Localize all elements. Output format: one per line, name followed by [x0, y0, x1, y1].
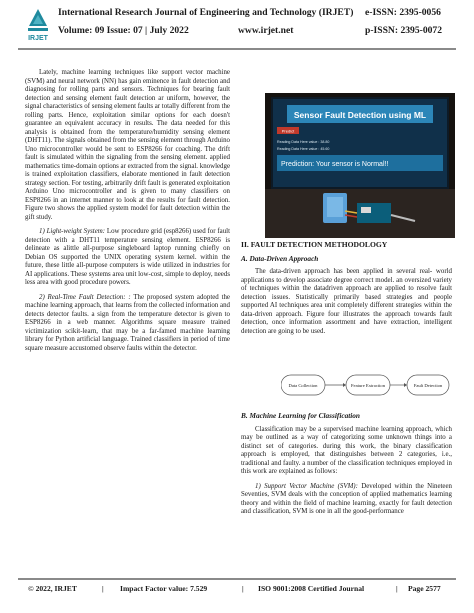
reading-2: Reading Data Here value : 45.60: [277, 147, 330, 151]
lightweight-paragraph: [25, 228, 230, 288]
page-header: [0, 0, 474, 52]
irjet-logo-icon: [25, 6, 51, 44]
svm-text: Developed within the Nineteen Seventies, SVM deals with the conception of applied mathematics learning theory and within the field of machine learning, exactly for fault detection and classification, SVM is one in all the good-performance: [241, 482, 452, 515]
right-column-top: [241, 241, 452, 342]
pissn: p-ISSN: 2395-0072: [365, 25, 443, 36]
realtime-text: The proposed system adopted the machine learning approach, that learns from the collected information and detects detector faults. a sign from the temperature detector is given to ESP8266 in a web manner. Algorithms square measure trained victimization scikit-learn, that may be a far-famed machine learning library for Python artificial language. Trained classifiers in period of time square measure accustomed observe faults within the detector.: [25, 293, 230, 352]
fault-detection-flow-diagram: [281, 367, 451, 403]
realtime-label: 2) Real-Time Fault Detection: :: [39, 293, 131, 301]
eissn: e-ISSN: 2395-0056: [365, 7, 441, 18]
volume-issue: Volume: 09 Issue: 07 | July 2022: [58, 25, 189, 36]
footer-sep-3: |: [396, 584, 398, 593]
reading-1: Reading Data Here value : 38.80: [277, 140, 330, 144]
footer-sep-2: |: [242, 584, 244, 593]
feature-extraction-label: Feature Extraction: [350, 383, 386, 388]
lightweight-text: Low procedure grid (esp8266) used for fault detection with a DHT11 temperature sensing element. ESP8266 is delineate as alittle all-purpose singleboard laptop running chiefly on Debian OS supported the UNIX operating system kernel. within the future, these little all-purpose computers is wide utilized in industries for AI applications. These systems area unit low-cost, simple to deploy, needs less area with good procedure powers.: [25, 228, 230, 286]
impact-factor: Impact Factor value: 7.529: [120, 584, 208, 593]
right-column-bottom: [241, 412, 452, 523]
header-divider: [18, 48, 456, 50]
journal-title: International Research Journal of Engineering and Technology (IRJET): [58, 7, 354, 18]
fault-detection-label: Fault Detection: [413, 383, 443, 388]
lightweight-label: 1) Light-weight System:: [39, 228, 106, 235]
copyright: © 2022, IRJET: [28, 584, 77, 593]
predict-button-label: Predict: [281, 128, 295, 134]
subsection-b-heading: B. Machine Learning for Classification: [241, 411, 360, 420]
subsection-a-heading: A. Data-Driven Approach: [241, 253, 319, 263]
iso-certification: ISO 9001:2008 Certified Journal: [258, 584, 365, 593]
classification-paragraph: Classification may be a supervised machine learning approach, which may be outlined as a way of categorizing some unknown things into a distinct set of categories. during this work, the binary classification approach is employed, that distinguishes between 2 categories, i.e., traditional and faulty. a number of the classification techniques employed in this work are explained as follows:: [241, 425, 452, 475]
realtime-paragraph: [25, 294, 230, 354]
page-number: Page 2577: [408, 584, 441, 593]
banner-title: Sensor Fault Detection using ML: [293, 110, 427, 120]
intro-paragraph: Lately, machine learning techniques like support vector machine (SVM) and neural network (NN) has gain eminence in fault detection and diagnosing for rolling parts and sensors. Techniques for bearing fault detection and sensing element fault detection ar uniform, however, the signal characteristics of sensing element faults ar totally different from the rolling parts. Hence, exploitation similar options for each doesn't guarantee an equivalent accuracy in results. The data needed for this analysis is obtained from the temperature/humidity sensing element (DHT11). The signals obtained from the sensing element through Arduino Uno microcontroller would be sent to ESP8266 for coaching. The drift fault is simulated within the signaling from the sensing element. applied mathematics time-domain options ar extracted from the signal. knowledge is trained exploitation classifiers, elaborate mentioned in fault detection strategy section. For testing, arbitrarily drift fault is generated exploitation Arduino Uno microcontroller and is given to many classifiers on ESP8266 in an internet manner to look at the results for fault detection. Figure two shows the applied system model for fault detection within the gift study.: [25, 69, 230, 221]
photo-scene: [265, 93, 455, 238]
svm-label: 1) Support Vector Machine (SVM):: [255, 482, 358, 490]
section-heading: II. FAULT DETECTION METHODOLOGY: [241, 240, 388, 249]
footer-divider: [18, 578, 456, 580]
hardware-photo: [265, 93, 455, 238]
prediction-text: Prediction: Your sensor is Normal!!: [281, 161, 389, 168]
left-column: [25, 69, 230, 359]
data-collection-label: Data Collection: [288, 383, 318, 388]
logo-text: IRJET: [28, 35, 48, 42]
svm-paragraph: [241, 483, 452, 517]
data-driven-paragraph: The data-driven approach has been applied in several real- world applications to develop associate degree correct model. an oversized variety of techniques within the datadriven approach are applied to resolve fault detection issues. Statistically primarily based strategies and people supported AI techniques area unit completely different strategies within the data-driven approach. Figure four illustrates the approach towards fault detection, once information assortment and have extraction, intelligent detection are going to be used.: [241, 268, 452, 335]
footer-sep-1: |: [102, 584, 104, 593]
website-link[interactable]: www.irjet.net: [238, 25, 294, 36]
